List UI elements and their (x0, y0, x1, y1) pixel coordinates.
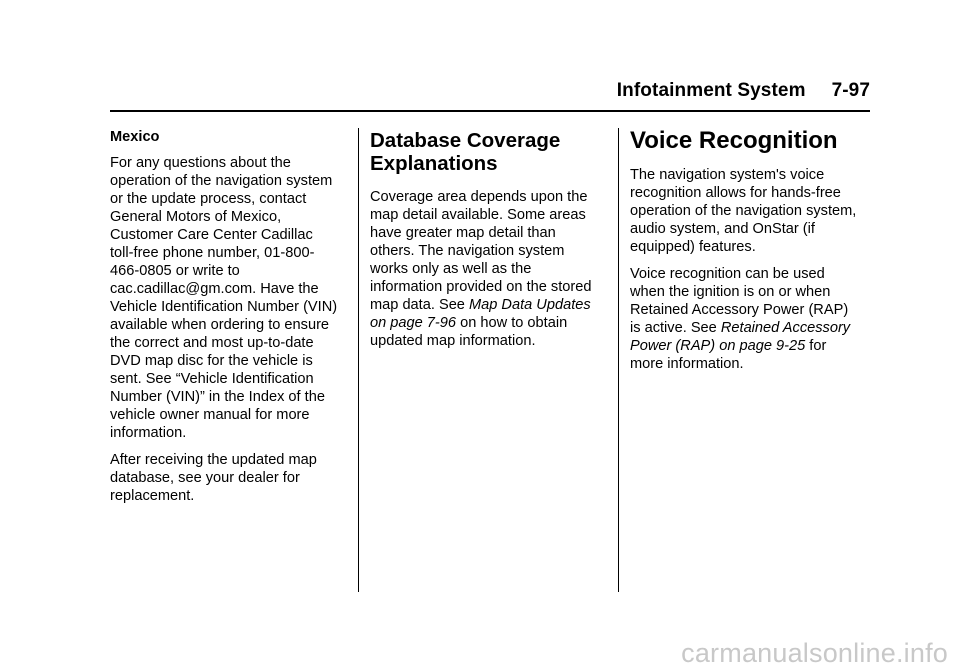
link-retained-accessory-power[interactable]: Retained Accessory Power (RAP) on page 9-25 (630, 320, 851, 354)
subheading-mexico: Mexico (110, 129, 160, 145)
column-database-coverage (370, 124, 600, 359)
paragraph-after-update: After receiving the updated map database, see your dealer for replacement. (110, 452, 317, 504)
column-divider (618, 128, 619, 592)
watermark: carmanualsonline.info (681, 638, 948, 668)
column-divider (358, 128, 359, 592)
column-mexico (110, 124, 340, 514)
paragraph-coverage (370, 188, 600, 350)
paragraph-voice-intro: The navigation system's voice recognition allows for hands-free operation of the navigation system, audio system, and OnStar (if equipped) features. (630, 167, 857, 255)
column-voice-recognition (630, 124, 860, 382)
paragraph-mexico-contact: For any questions about the operation of the navigation system or the update process, contact General Motors of Mexico, Customer Care Center Cadillac toll-free phone number, 01-800-466-0805 or write to cac.cadillac@gm.com. Have the Vehicle Identification Number (VIN) available when ordering to ensure the correct and most up-to-date DVD map disc for the vehicle is sent. See “Vehicle Identification Number (VIN)” in the Index of the vehicle owner manual for more information. (110, 155, 338, 441)
voice-usage-text: Voice recognition can be used when the ignition is on or when Retained Accessory Power (RAP) is active. See (630, 266, 849, 336)
link-map-data-updates[interactable]: Map Data Updates on page 7-96 (370, 297, 591, 331)
page-number: 7-97 (831, 80, 870, 101)
section-title: Infotainment System (616, 80, 806, 101)
heading-voice-recognition: Voice Recognition (630, 127, 838, 154)
heading-database-coverage: Database Coverage Explanations (370, 129, 561, 175)
coverage-text: Coverage area depends upon the map detail available. Some areas have greater map detail than others. The navigation system works only as well as the information provided on the stored map data. See (370, 189, 592, 313)
paragraph-voice-usage (630, 265, 860, 373)
page-header (110, 80, 870, 102)
header-rule (110, 110, 870, 112)
voice-usage-tail: for more information. (630, 338, 827, 372)
coverage-tail: on how to obtain updated map information. (370, 315, 568, 349)
